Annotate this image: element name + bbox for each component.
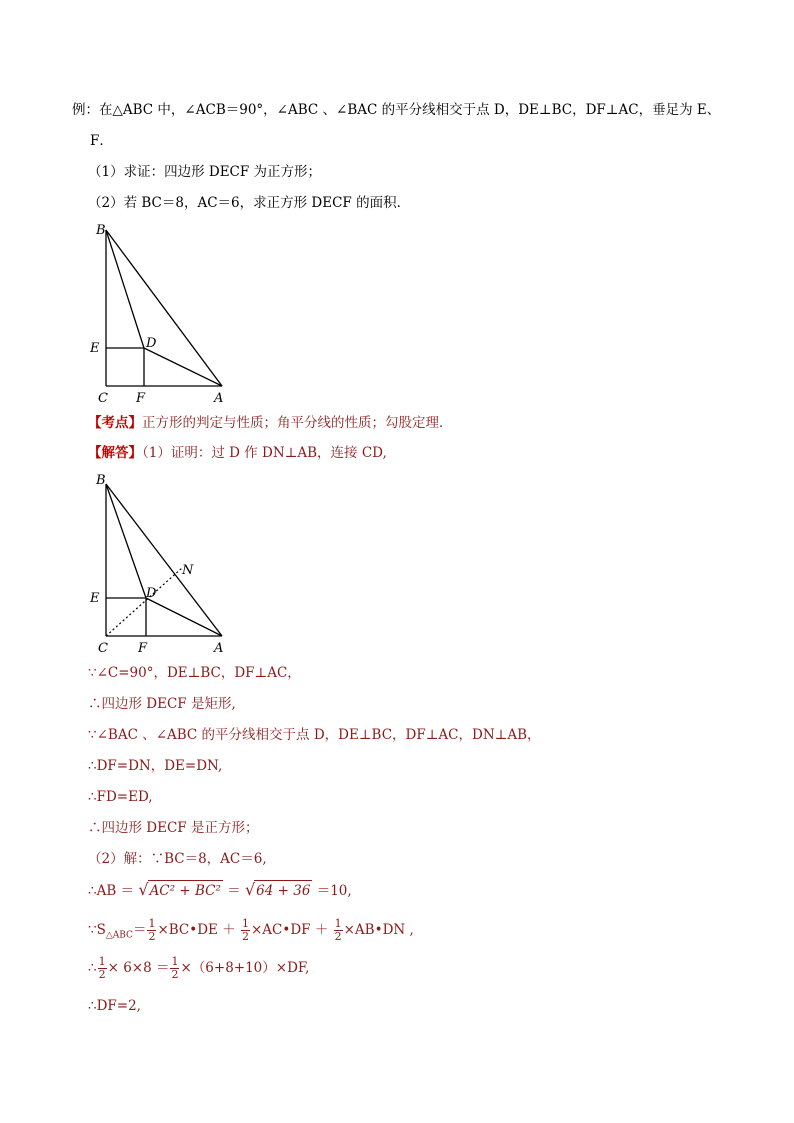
fraction-half: $\frac{1}{2}$ <box>98 955 106 981</box>
figure-1-diagram <box>80 218 240 408</box>
jieda-line <box>88 443 387 463</box>
problem-line-2: F． <box>90 133 113 149</box>
problem-line-1: 例：在△ABC 中，∠ACB＝90°，∠ABC 、∠BAC 的平分线相交于点 D，DE⊥BC，DF⊥AC，垂足为 E、 <box>72 102 721 118</box>
question-1: （1）求证：四边形 DECF 为正方形； <box>88 164 322 180</box>
radicand-1: AC² + BC² <box>148 880 223 901</box>
label-f: F <box>136 391 146 406</box>
solution-line-11: ∴DF=2, <box>88 998 141 1014</box>
label-b: B <box>96 223 106 238</box>
fraction-half: $\frac{1}{2}$ <box>334 917 342 943</box>
label-e: E <box>90 341 100 356</box>
label-c: C <box>98 391 108 406</box>
solution-line-2: ∴四边形 DECF 是矩形, <box>88 696 236 712</box>
label-f: F <box>138 641 148 656</box>
label-a: A <box>214 641 224 656</box>
eq-prefix: ∴ <box>88 960 97 976</box>
label-c: C <box>98 641 108 656</box>
jieda-text: （1）证明：过 D 作 DN⊥AB，连接 CD, <box>142 445 387 461</box>
ab-prefix: ∴AB ＝ <box>88 883 135 899</box>
ab-equals: ＝ <box>227 883 241 899</box>
segment-bd <box>106 484 146 598</box>
radical-sign-1: √ <box>138 880 149 899</box>
label-d: D <box>146 336 157 351</box>
area-equals: ＝ <box>132 922 147 938</box>
segment-da <box>144 348 222 386</box>
solution-line-9 <box>88 915 414 951</box>
label-a: A <box>214 391 224 406</box>
kaodian-text: 正方形的判定与性质；角平分线的性质；勾股定理． <box>142 415 453 431</box>
segment-ba <box>106 484 222 636</box>
area-term-3: ×AB•DN , <box>343 922 414 938</box>
fraction-half: $\frac{1}{2}$ <box>241 917 249 943</box>
question-2: （2）若 BC＝8，AC＝6，求正方形 DECF 的面积． <box>88 195 411 211</box>
area-subscript: △ABC <box>105 930 133 941</box>
label-d: D <box>146 586 157 601</box>
area-term-2: ×AC•DF ＋ <box>250 922 329 938</box>
segment-ba <box>106 230 222 386</box>
radical-sign-2: √ <box>244 880 256 899</box>
solution-line-5: ∴FD=ED, <box>88 789 153 805</box>
solution-line-7: （2）解：∵BC＝8，AC＝6, <box>88 851 267 867</box>
eq-term-2: ×（6+8+10）×DF, <box>180 960 310 976</box>
solution-line-3: ∵∠BAC 、∠ABC 的平分线相交于点 D，DE⊥BC，DF⊥AC，DN⊥AB， <box>88 727 541 743</box>
jieda-tag: 【解答】 <box>88 445 142 461</box>
segment-bd <box>106 230 144 348</box>
figure-2-diagram <box>80 470 240 660</box>
ab-result: ＝10, <box>316 883 352 899</box>
area-term-1: ×BC•DE ＋ <box>157 922 236 938</box>
area-prefix: ∵S <box>88 922 106 938</box>
label-e: E <box>90 591 100 606</box>
segment-da <box>146 598 222 636</box>
eq-term-1: × 6×8 ＝ <box>107 960 170 976</box>
radicand-2: 64 + 36 <box>254 880 312 901</box>
solution-line-4: ∴DF=DN，DE=DN, <box>88 758 223 774</box>
kaodian-tag: 【考点】 <box>88 415 142 431</box>
label-n: N <box>182 563 194 578</box>
solution-line-1: ∵∠C=90°，DE⊥BC，DF⊥AC， <box>88 665 301 681</box>
fraction-half: $\frac{1}{2}$ <box>148 917 156 943</box>
fraction-half: $\frac{1}{2}$ <box>171 955 179 981</box>
solution-line-10 <box>88 953 309 983</box>
segment-cn-dotted <box>106 568 182 636</box>
solution-line-8 <box>88 880 352 901</box>
kaodian-line <box>88 413 453 433</box>
solution-line-6: ∴四边形 DECF 是正方形； <box>88 820 259 836</box>
label-b: B <box>96 473 106 488</box>
